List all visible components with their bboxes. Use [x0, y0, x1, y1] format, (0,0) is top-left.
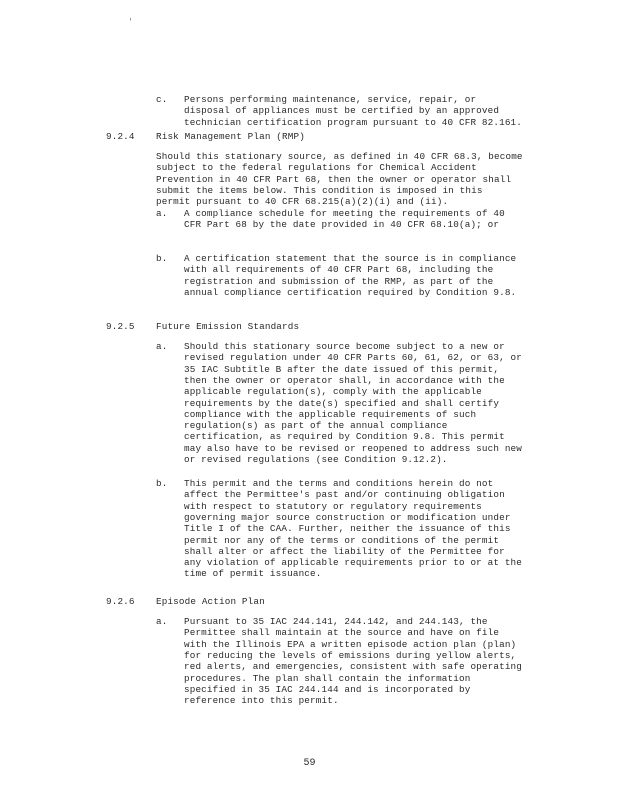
paragraph-line: regulation(s) as part of the annual compliance	[184, 420, 448, 432]
paragraph-line: governing major source construction or modification under	[184, 511, 511, 523]
item-label: a.	[156, 341, 168, 352]
paragraph-line: reference into this permit.	[184, 695, 339, 707]
paragraph-line: Should this stationary source, as defined in 40 CFR 68.3, become	[156, 151, 523, 162]
paragraph-line: with respect to statutory or regulatory requirements	[184, 500, 482, 512]
paragraph-line: Prevention in 40 CFR Part 68, then the owner or operator shall	[156, 173, 512, 185]
paragraph-line: or revised regulations (see Condition 9.12.2).	[184, 454, 448, 465]
paragraph-line: applicable regulation(s), comply with the applicable	[184, 386, 482, 398]
section-title: Episode Action Plan	[156, 596, 265, 607]
paragraph-line: certification, as required by Condition 9.8. This permit	[184, 431, 505, 443]
paragraph-line: affect the Permittee's past and/or continuing obligation	[184, 489, 505, 501]
paragraph-line: submit the items below. This condition is imposed in this	[156, 184, 483, 196]
section-title: Risk Management Plan (RMP)	[156, 131, 305, 142]
paragraph-line: Persons performing maintenance, service, repair, or	[184, 94, 477, 105]
paragraph-line: registration and submission of the RMP, as part of the	[184, 275, 494, 287]
paragraph-line: then the owner or operator shall, in accordance with the	[184, 374, 505, 386]
paragraph-line: red alerts, and emergencies, consistent with safe operating	[184, 661, 523, 673]
item-label: b.	[156, 478, 168, 489]
item-label: a.	[156, 208, 168, 219]
paragraph-line: Title I of the CAA. Further, neither the issuance of this	[184, 523, 511, 535]
paragraph-line: CFR Part 68 by the date provided in 40 CFR 68.10(a); or	[184, 219, 500, 231]
paragraph-line: shall alter or affect the liability of the Permittee for	[184, 545, 505, 557]
paragraph-line: Should this stationary source become subject to a new or	[184, 341, 505, 352]
paragraph-line: specified in 35 IAC 244.144 and is incorporated by	[184, 683, 471, 695]
item-label: b.	[156, 253, 168, 264]
item-label: c.	[156, 94, 168, 105]
paragraph-line: permit pursuant to 40 CFR 68.215(a)(2)(i) and (ii).	[156, 196, 449, 208]
paragraph-line: procedures. The plan shall contain the information	[184, 672, 471, 684]
section-number: 9.2.5	[106, 321, 135, 332]
paragraph-line: A compliance schedule for meeting the requirements of 40	[184, 208, 505, 219]
paragraph-line: Permittee shall maintain at the source and have on file	[184, 627, 500, 639]
page-number: 59	[303, 758, 316, 769]
paragraph-line: time of permit issuance.	[184, 568, 322, 580]
paragraph-line: 35 IAC Subtitle B after the date issued of this permit,	[184, 363, 500, 375]
paragraph-line: compliance with the applicable requirements of such	[184, 408, 477, 420]
paragraph-line: A certification statement that the source is in compliance	[184, 253, 517, 264]
paragraph-line: requirements by the date(s) specified and shall certify	[184, 397, 500, 409]
paragraph-line: subject to the federal regulations for Chemical Accident	[156, 162, 477, 174]
header-mark: '	[128, 18, 133, 27]
paragraph-line: annual compliance certification required by Condition 9.8.	[184, 286, 517, 298]
paragraph-line: technician certification program pursuant to 40 CFR 82.161.	[184, 116, 523, 128]
paragraph-line: for reducing the levels of emissions during yellow alerts,	[184, 649, 517, 661]
section-number: 9.2.4	[106, 131, 135, 142]
item-label: a.	[156, 616, 168, 627]
section-number: 9.2.6	[106, 596, 135, 607]
paragraph-line: This permit and the terms and conditions herein do not	[184, 478, 494, 489]
paragraph-line: any violation of applicable requirements prior to or at the	[184, 557, 523, 569]
paragraph-line: revised regulation under 40 CFR Parts 60, 61, 62, or 63, or	[184, 352, 523, 364]
section-title: Future Emission Standards	[156, 321, 300, 332]
paragraph-line: disposal of appliances must be certified by an approved	[184, 105, 500, 117]
paragraph-line: with all requirements of 40 CFR Part 68, including the	[184, 264, 494, 276]
paragraph-line: Pursuant to 35 IAC 244.141, 244.142, and 244.143, the	[184, 616, 488, 627]
paragraph-line: permit nor any of the terms or conditions of the permit	[184, 534, 500, 546]
paragraph-line: with the Illinois EPA a written episode action plan (plan)	[184, 638, 517, 650]
paragraph-line: may also have to be revised or reopened to address such new	[184, 442, 523, 454]
